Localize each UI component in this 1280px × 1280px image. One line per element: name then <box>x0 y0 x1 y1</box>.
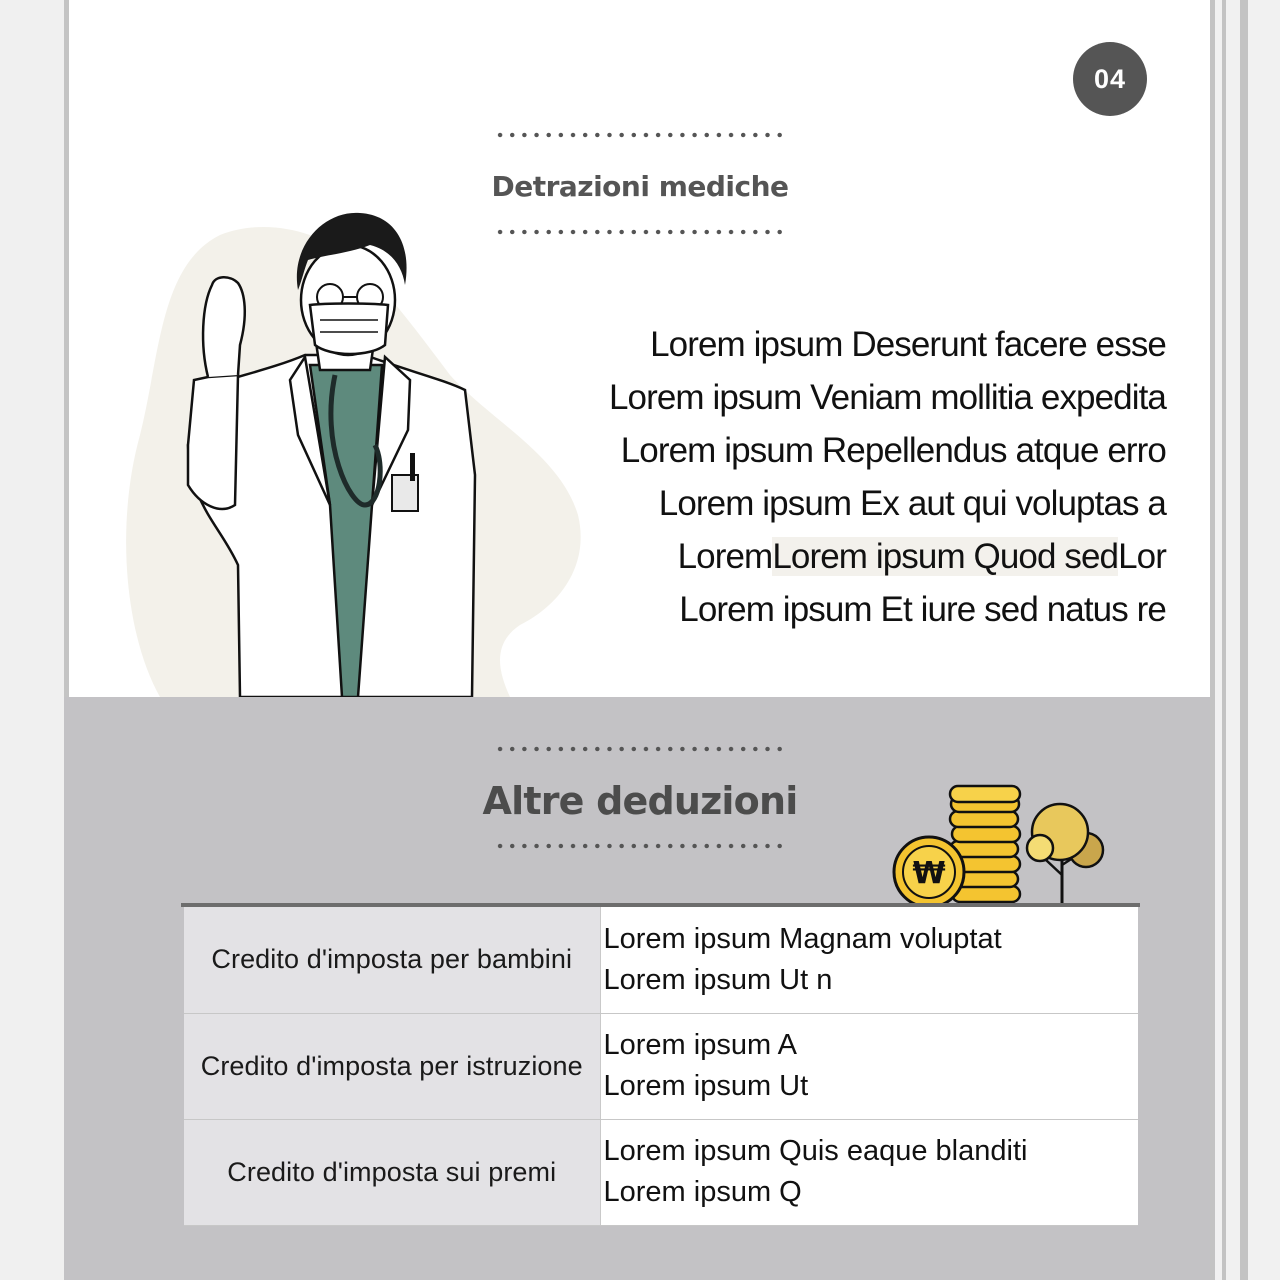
deduction-name: Credito d'imposta per istruzione <box>184 1013 600 1119</box>
deduction-detail <box>600 1013 1138 1119</box>
right-border-line <box>1210 0 1215 1280</box>
detail-line: Lorem ipsum Quis eaque blanditi <box>603 1135 1028 1167</box>
deduction-detail <box>600 1119 1138 1225</box>
detail-line: Lorem ipsum Ut n <box>603 963 833 996</box>
table-row <box>184 907 1138 1013</box>
right-stripe-line <box>1222 0 1226 1280</box>
deduction-detail <box>600 907 1138 1013</box>
doctor-illustration <box>120 205 590 697</box>
description-fragment: Lor <box>1118 537 1166 576</box>
highlighted-text: Lorem ipsum Quod sed <box>772 537 1119 576</box>
coins-illustration <box>886 780 1112 910</box>
dotted-divider <box>494 843 786 849</box>
description-line: Lorem ipsum Et iure sed natus re <box>679 590 1166 629</box>
deductions-table <box>184 907 1138 1226</box>
description-line: Lorem ipsum Veniam mollitia expedita <box>608 378 1166 417</box>
description-line: Lorem ipsum Deserunt facere esse <box>650 325 1166 364</box>
detail-line: Lorem ipsum Q <box>603 1176 802 1208</box>
dotted-divider <box>494 746 786 752</box>
dotted-divider <box>494 132 786 138</box>
won-symbol: ₩ <box>912 856 946 891</box>
medical-description <box>609 318 1166 636</box>
other-deductions-title: Altre deduzioni <box>482 779 798 823</box>
medical-section-title: Detrazioni mediche <box>491 170 789 203</box>
detail-line: Lorem ipsum Ut <box>603 1070 809 1102</box>
right-stripe-line <box>1240 0 1248 1280</box>
table-row <box>184 1013 1138 1119</box>
description-fragment: Lorem <box>677 537 773 576</box>
table-row <box>184 1119 1138 1225</box>
left-margin <box>0 0 64 1280</box>
description-line: Lorem ipsum Ex aut qui voluptas a <box>658 484 1166 523</box>
deduction-name: Credito d'imposta sui premi <box>184 1119 600 1225</box>
detail-line: Lorem ipsum Magnam voluptat <box>603 922 1002 955</box>
description-line <box>609 530 1166 583</box>
detail-line: Lorem ipsum A <box>603 1029 797 1061</box>
page-number-badge: 04 <box>1073 42 1147 116</box>
description-line: Lorem ipsum Repellendus atque erro <box>620 431 1166 470</box>
deduction-name: Credito d'imposta per bambini <box>184 907 600 1013</box>
